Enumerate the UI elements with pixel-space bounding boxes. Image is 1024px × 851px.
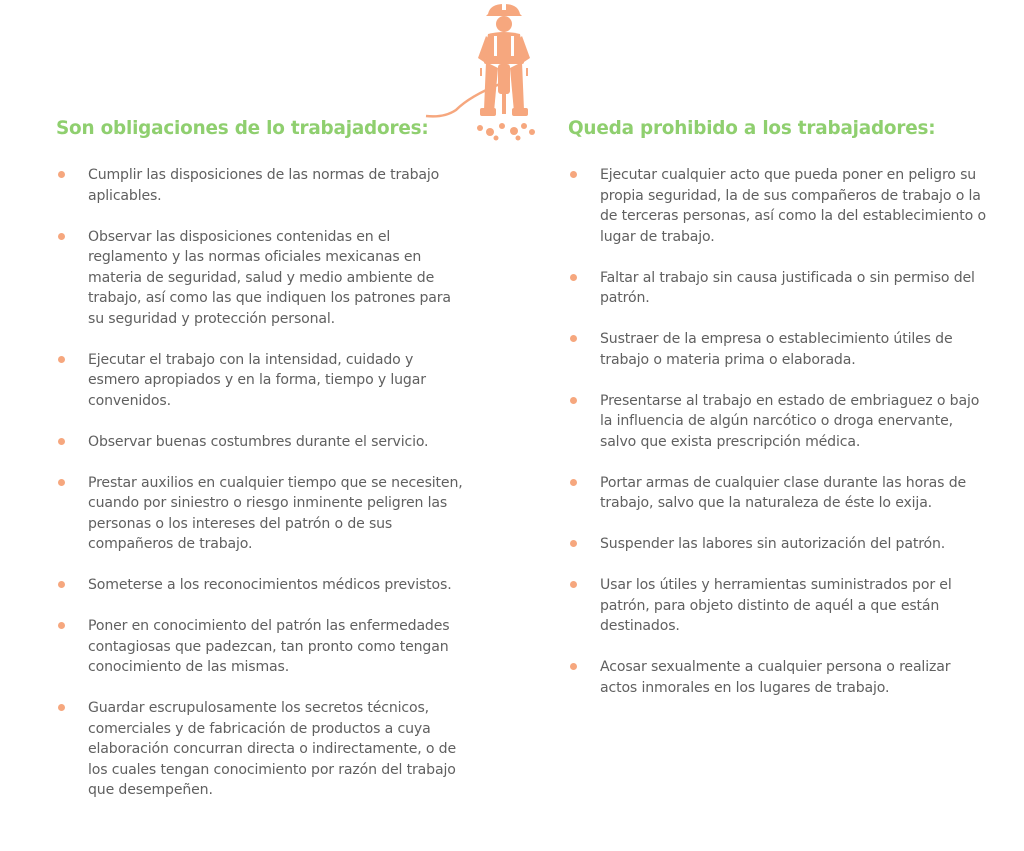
bullet-icon [570, 479, 577, 486]
prohibitions-heading: Queda prohibido a los trabajadores: [568, 118, 936, 139]
obligations-list [56, 165, 476, 801]
list-item-text: Cumplir las disposiciones de las normas de trabajo aplicables. [88, 167, 440, 204]
list-item-text: Observar buenas costumbres durante el servicio. [88, 433, 429, 450]
list-item [568, 534, 968, 555]
list-item [56, 350, 476, 412]
list-item [568, 575, 968, 637]
list-item [56, 227, 476, 330]
list-item [56, 698, 476, 801]
obligations-heading: Son obligaciones de lo trabajadores: [56, 118, 429, 139]
bullet-icon [58, 438, 65, 445]
list-item [568, 165, 986, 247]
list-item [56, 575, 476, 596]
list-item-text: Usar los útiles y herramientas suministrados por el patrón, para objeto distinto de aquél a que están destinados. [600, 577, 952, 634]
bullet-icon [58, 479, 65, 486]
bullet-icon [58, 622, 65, 629]
list-item-text: Ejecutar cualquier acto que pueda poner en peligro su propia seguridad, la de sus compañeros de trabajo o la de terceras personas, así como la del establecimiento o lugar de trabajo. [600, 167, 986, 245]
list-item-text: Acosar sexualmente a cualquier persona o realizar actos inmorales en los lugares de trabajo. [600, 659, 951, 696]
bullet-icon [570, 397, 577, 404]
list-item-text: Prestar auxilios en cualquier tiempo que se necesiten, cuando por siniestro o riesgo inminente peligren las personas o los intereses del patrón o de sus compañeros de trabajo. [88, 474, 463, 552]
list-item-text: Someterse a los reconocimientos médicos previstos. [88, 577, 452, 593]
bullet-icon [570, 171, 577, 178]
list-item-text: Portar armas de cualquier clase durante las horas de trabajo, salvo que la naturaleza de éste lo exija. [600, 474, 967, 511]
list-item-text: Suspender las labores sin autorización del patrón. [600, 536, 946, 552]
list-item-text: Ejecutar el trabajo con la intensidad, cuidado y esmero apropiados y en la forma, tiempo y lugar convenidos. [88, 351, 426, 409]
list-item [56, 616, 476, 678]
list-item-text: Sustraer de la empresa o establecimiento útiles de trabajo o materia prima o elaborada. [600, 331, 953, 368]
list-item [568, 657, 968, 698]
list-item-text: Presentarse al trabajo en estado de embriaguez o bajo la influencia de algún narcótico o droga enervante, salvo que exista prescripción médica. [600, 392, 980, 450]
bullet-icon [58, 233, 65, 240]
obligations-column [56, 113, 476, 821]
bullet-icon [570, 335, 577, 342]
list-item-text: Observar las disposiciones contenidas en el reglamento y las normas oficiales mexicanas en materia de seguridad, salud y medio ambiente de trabajo, así como las que indiquen los patrones para su seguridad y protección personal. [88, 228, 451, 327]
list-item-text: Poner en conocimiento del patrón las enfermedades contagiosas que padezcan, tan pronto como tengan conocimiento de las mismas. [88, 618, 450, 675]
list-item-text: Faltar al trabajo sin causa justificada o sin permiso del patrón. [600, 269, 975, 306]
list-item-text: Guardar escrupulosamente los secretos técnicos, comerciales y de fabricación de productos a cuya elaboración concurran directa o indirectamente, o de los cuales tengan conocimiento por razón del trabajo que desempeñen. [88, 700, 456, 798]
bullet-icon [570, 540, 577, 547]
prohibitions-column [568, 113, 986, 719]
list-item [56, 473, 476, 555]
bullet-icon [570, 581, 577, 588]
bullet-icon [58, 171, 65, 178]
bullet-icon [570, 274, 577, 281]
bullet-icon [58, 581, 65, 588]
list-item [56, 432, 476, 453]
prohibitions-list [568, 165, 986, 698]
bullet-icon [58, 704, 65, 711]
bullet-icon [570, 663, 577, 670]
list-item [56, 165, 476, 206]
list-item [568, 391, 980, 453]
list-item [568, 329, 968, 370]
list-item [568, 473, 968, 514]
list-item [568, 268, 975, 309]
bullet-icon [58, 356, 65, 363]
